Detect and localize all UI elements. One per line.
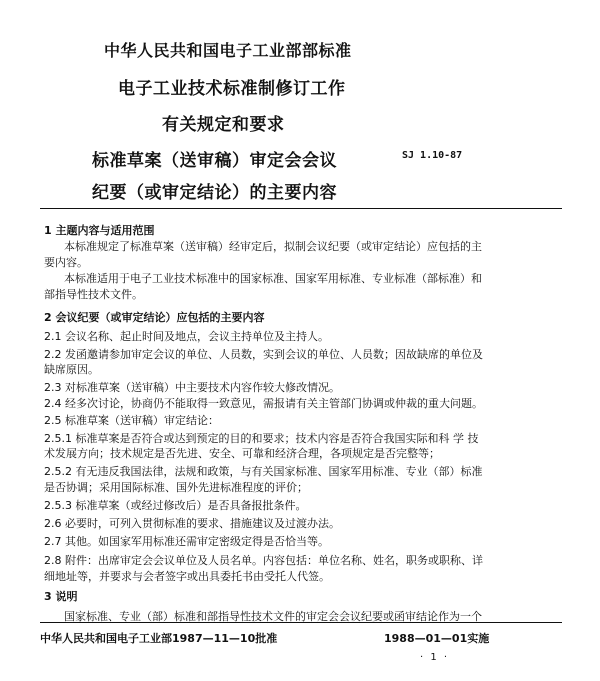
text-line: 2.1 会议名称、起止时间及地点，会议主持单位及主持人。: [44, 330, 329, 343]
text-line: 术发展方向；技术规定是否先进、安全、可靠和经济合理，各项规定是否完整等；: [44, 447, 440, 460]
bottom-divider: [40, 622, 562, 623]
text-line: 国家标准、专业（部）标准和部指导性技术文件的审定会会议纪要或函审结论作为一个: [64, 610, 482, 623]
text-line: 2.5.1 标准草案是否符合或达到预定的目的和要求；技术内容是否符合我国实际和科 学 技: [44, 432, 479, 445]
text-line: 要内容。: [44, 256, 88, 269]
document-title-line-2: 有关规定和要求: [162, 115, 285, 135]
text-line: 本标准适用于电子工业技术标准中的国家标准、国家军用标准、专业标准（部标准）和: [64, 272, 482, 285]
top-divider: [40, 208, 562, 209]
issuer-title: 中华人民共和国电子工业部部标准: [104, 41, 352, 60]
text-line: 2.7 其他。如国家军用标准还需审定密级定得是否恰当等。: [44, 535, 329, 548]
document-title-line-1: 电子工业技术标准制修订工作: [118, 79, 346, 99]
text-line: 2.2 发函邀请参加审定会议的单位、人员数，实到会议的单位、人员数；因故缺席的单位及: [44, 348, 483, 361]
text-line: 2.5 标准草案（送审稿）审定结论：: [44, 414, 219, 427]
text-line: 2.6 必要时，可列入贯彻标准的要求、措施建议及过渡办法。: [44, 517, 340, 530]
document-title-line-4: 纪要（或审定结论）的主要内容: [92, 183, 337, 203]
text-line: 部指导性技术文件。: [44, 288, 143, 301]
text-line: 2.5.3 标准草案（或经过修改后）是否具备报批条件。: [44, 499, 307, 512]
text-line: 2.4 经多次讨论，协商仍不能取得一致意见，需报请有关主管部门协调或仲裁的重大问题。: [44, 397, 483, 410]
section-heading: 2 会议纪要（或审定结论）应包括的主要内容: [44, 311, 265, 324]
text-line: 缺席原因。: [44, 363, 99, 376]
text-line: 细地址等，并要求与会者签字或出具委托书由受托人代签。: [44, 570, 330, 583]
approval-date: 中华人民共和国电子工业部1987—11—10批准: [40, 632, 278, 645]
standard-code: SJ 1.10-87: [402, 150, 463, 161]
page-number: · 1 ·: [420, 652, 450, 663]
document-title-line-3: 标准草案（送审稿）审定会会议: [92, 151, 337, 171]
text-line: 2.8 附件：出席审定会会议单位及人员名单。内容包括：单位名称、姓名，职务或职称、详: [44, 554, 483, 567]
text-line: 2.3 对标准草案（送审稿）中主要技术内容作较大修改情况。: [44, 381, 340, 394]
section-heading: 3 说明: [44, 590, 78, 603]
text-line: 2.5.2 有无违反我国法律，法规和政策，与有关国家标准、国家军用标准、专业（部）标准: [44, 465, 483, 478]
section-heading: 1 主题内容与适用范围: [44, 224, 155, 237]
text-line: 是否协调；采用国际标准、国外先进标准程度的评价；: [44, 481, 308, 494]
implementation-date: 1988—01—01实施: [384, 632, 490, 645]
text-line: 本标准规定了标准草案（送审稿）经审定后，拟制会议纪要（或审定结论）应包括的主: [64, 240, 482, 253]
